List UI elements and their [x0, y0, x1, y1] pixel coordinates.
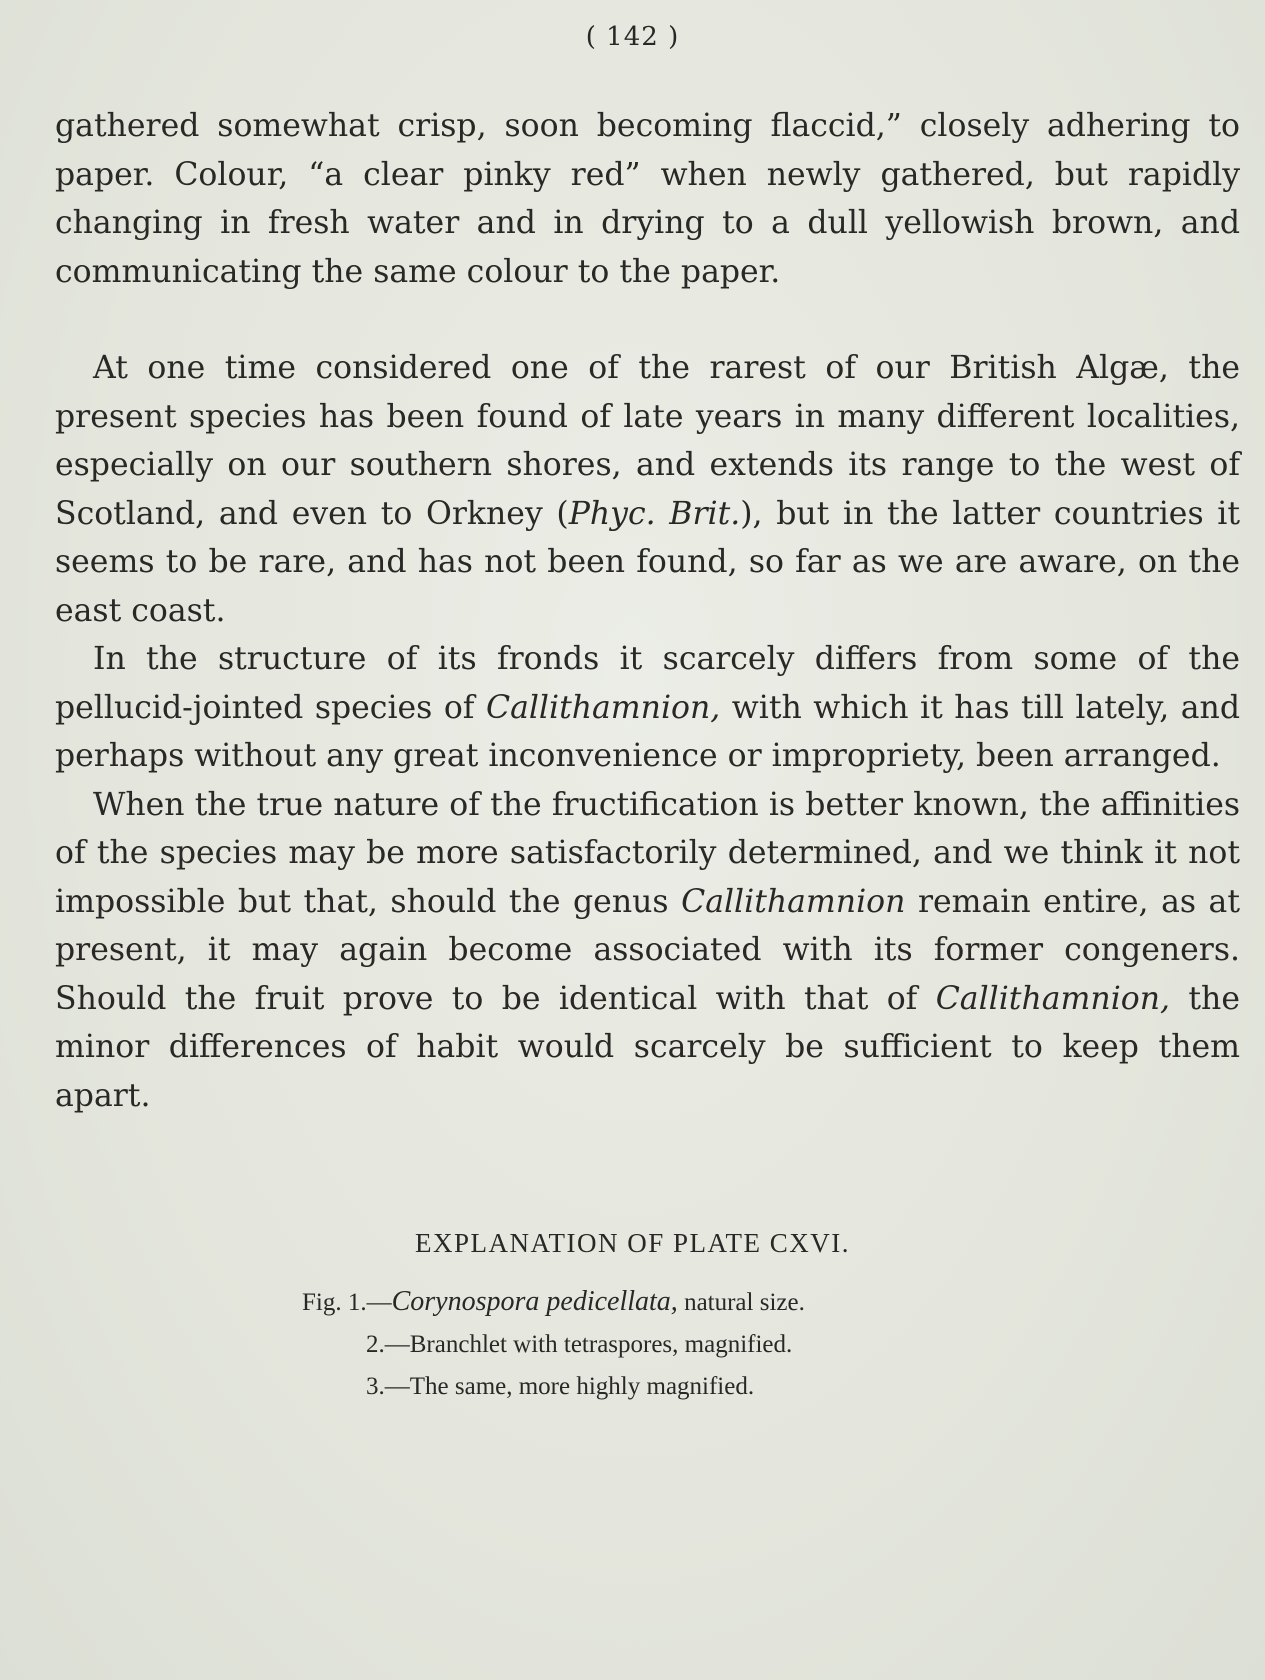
paragraph-1 — [55, 102, 1240, 296]
plate-explanation — [0, 1228, 1265, 1408]
figure-1-suffix: natural size. — [677, 1289, 805, 1316]
figure-caption-2: 2.—Branchlet with tetraspores, magnified. — [366, 1331, 793, 1358]
figure-1-species: Corynospora pedicellata, — [391, 1286, 678, 1317]
figure-1-prefix: Fig. 1.— — [302, 1289, 392, 1316]
paragraph-3-text-start: In the structure of its fronds it scarcely differs from some of the pellucid-jointed species of — [55, 641, 1240, 726]
paragraph-2-text-start: At one time considered one of the rarest of our British Algæ, the present species has been found of late years in many different localities, especially on our southern shores, and extends its range to the west of Scotland, and even to Orkney ( — [55, 350, 1240, 532]
paragraph-2 — [55, 344, 1240, 635]
plate-heading: EXPLANATION OF PLATE CXVI. — [415, 1228, 850, 1258]
body-text — [55, 102, 1240, 1120]
paragraph-4-genus-2: Callithamnion, — [935, 980, 1171, 1017]
paragraph-4-text-b: remain entire, as at present, it may again become associated with its former congeners. Should the fruit prove to be identical with that of — [55, 883, 1240, 1017]
paragraph-3 — [55, 635, 1240, 781]
paragraph-2-citation: Phyc. Brit. — [568, 495, 741, 532]
paragraph-4-text-a: When the true nature of the fructification is better known, the affinities of the species may be more satisfactorily determined, and we think it not impossible but that, should the genus — [55, 786, 1240, 920]
paragraph-1-text: gathered somewhat crisp, soon becoming flaccid,” closely adhering to paper. Colour, “a clear pinky red” when newly gathered, but rapidly changing in fresh water and in drying to a dull yellowish brown, and communicating the same colour to the paper. — [55, 108, 1240, 290]
paragraph-2-text-end: ), but in the latter countries it seems to be rare, and has not been found, so far as we are aware, on the east coast. — [55, 495, 1241, 629]
page-number: ( 142 ) — [585, 22, 680, 52]
figure-caption-1 — [0, 1281, 1265, 1324]
figure-caption-3: 3.—The same, more highly magnified. — [366, 1373, 755, 1400]
paragraph-3-text-end: with which it has till lately, and perhaps without any great inconvenience or impropriety, been arranged. — [55, 689, 1241, 774]
paragraph-4 — [55, 781, 1240, 1121]
paragraph-4-genus-1: Callithamnion — [681, 883, 906, 920]
paragraph-4-text-c: the minor differences of habit would scarcely be sufficient to keep them apart. — [55, 980, 1240, 1114]
paragraph-3-genus: Callithamnion, — [485, 689, 721, 726]
